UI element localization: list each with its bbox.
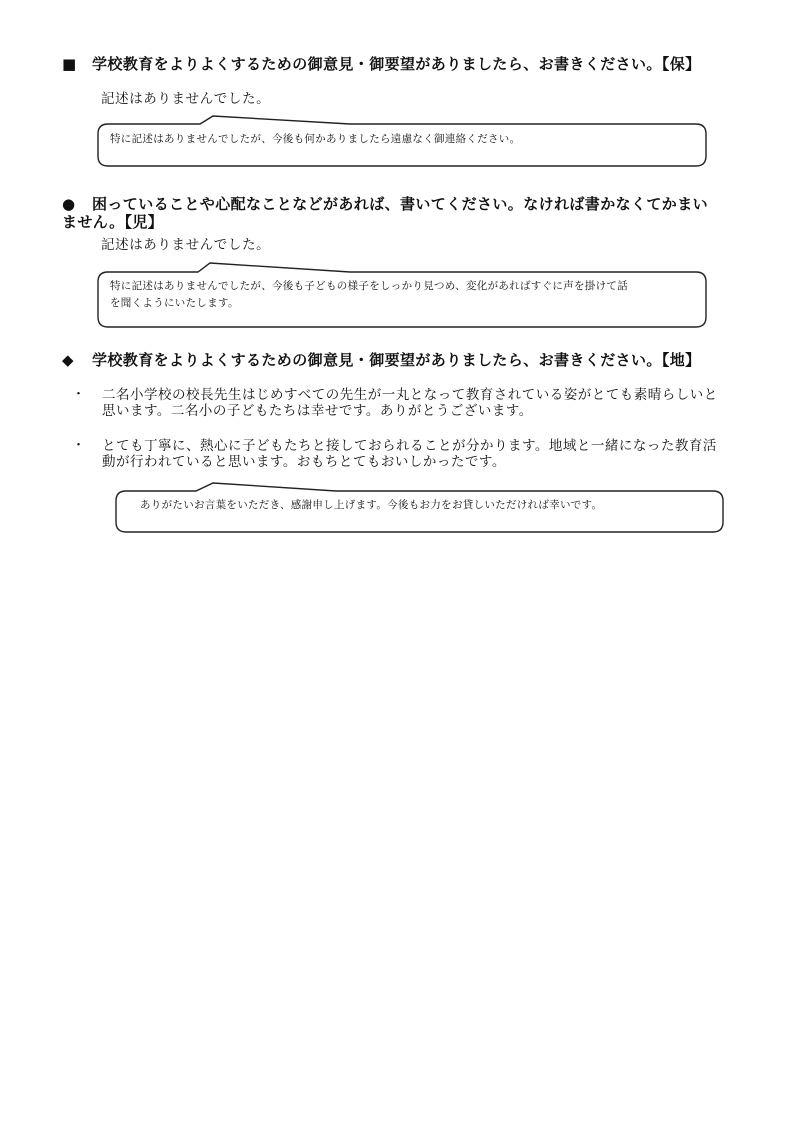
section-heading-children bbox=[62, 195, 762, 231]
comment-text bbox=[102, 387, 762, 419]
heading-text: 学校教育をよりよくするための御意見・御要望がありましたら、お書きください。【保】 bbox=[92, 55, 701, 73]
comment-text bbox=[102, 438, 762, 470]
reply-text-line1: 特に記述はありませんでしたが、今後も子どもの様子をしっかり見つめ、変化があればすぐに声を掛けて話 bbox=[110, 280, 628, 292]
section-heading-community bbox=[62, 351, 762, 369]
comment-line1: とても丁寧に、熱心に子どもたちと接しておられることが分かります。地域と一緒になった教育活 bbox=[102, 438, 717, 454]
heading-text: 学校教育をよりよくするための御意見・御要望がありましたら、お書きください。【地】 bbox=[92, 351, 701, 369]
comment-item bbox=[72, 438, 762, 472]
reply-callout bbox=[116, 482, 725, 534]
black-circle-icon: ● bbox=[62, 195, 76, 213]
black-diamond-icon: ◆ bbox=[62, 351, 74, 369]
comment-line2: 思います。二名小の子どもたちは幸せです。ありがとうございます。 bbox=[102, 403, 533, 419]
bullet-icon: ・ bbox=[72, 387, 86, 402]
response-text: 記述はありませんでした。 bbox=[101, 237, 271, 253]
heading-text-line1: 困っていることや心配なことなどがあれば、書いてください。なければ書かなくてかまい bbox=[92, 195, 709, 213]
comment-line1: 二名小学校の校長先生はじめすべての先生が一丸となって教育されている姿がとても素晴らしいと bbox=[102, 387, 718, 403]
callout-bubble-shape bbox=[98, 262, 708, 328]
response-text: 記述はありませんでした。 bbox=[101, 91, 271, 107]
section-heading-parents bbox=[62, 55, 762, 73]
reply-callout bbox=[98, 115, 708, 167]
comment-line2: 動が行われていると思います。おもちとてもおいしかったです。 bbox=[102, 454, 506, 470]
reply-callout bbox=[98, 262, 708, 328]
bullet-icon: ・ bbox=[72, 438, 86, 453]
comment-item bbox=[72, 387, 762, 421]
black-square-icon: ■ bbox=[62, 55, 77, 73]
reply-text: 特に記述はありませんでしたが、今後も何かありましたら遠慮なく御連絡ください。 bbox=[110, 133, 521, 145]
reply-text: ありがたいお言葉をいただき、感謝申し上げます。今後もお力をお貸しいただければ幸いです。 bbox=[140, 499, 603, 511]
heading-text-line2: ません。【児】 bbox=[62, 213, 164, 231]
reply-text-line2: を聞くようにいたします。 bbox=[110, 297, 239, 309]
